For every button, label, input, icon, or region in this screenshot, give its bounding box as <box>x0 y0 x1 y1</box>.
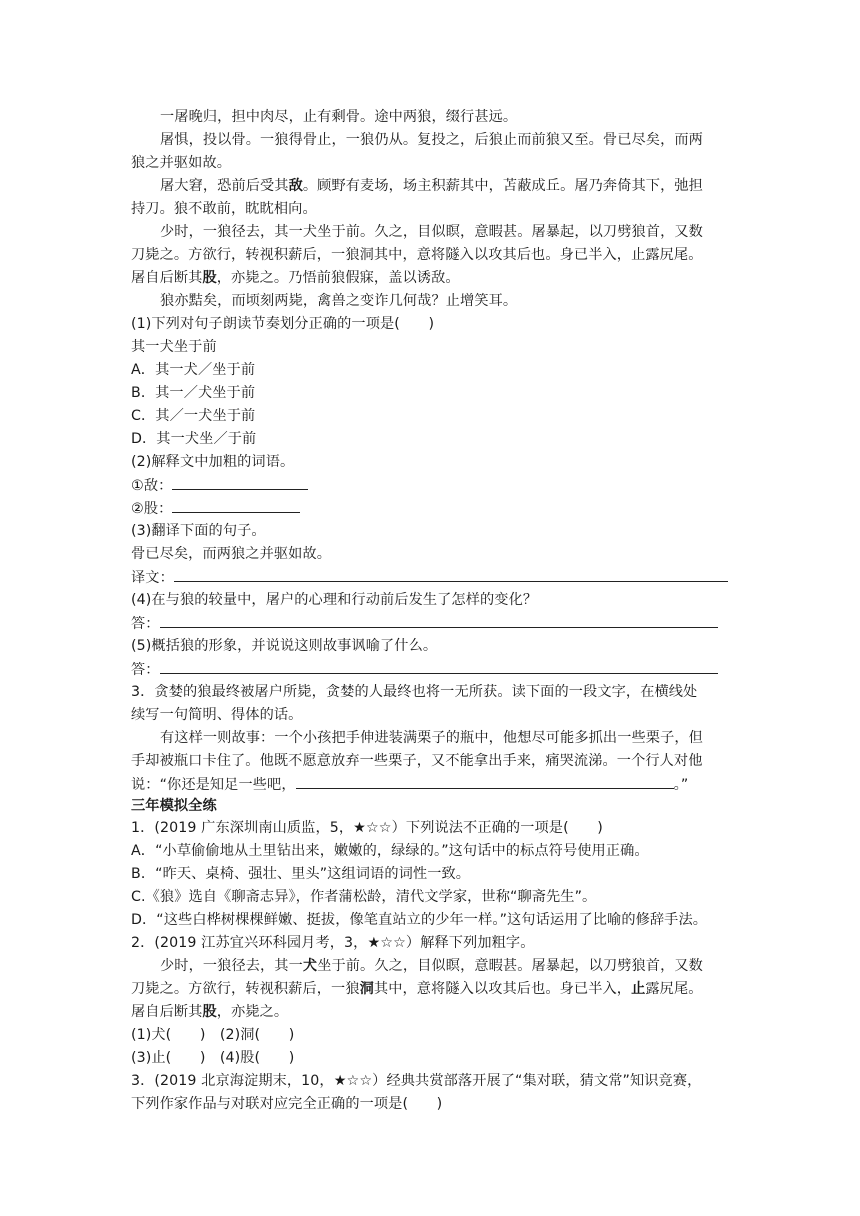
passage-paragraph-5: 狼亦黠矣，而顷刻两毙，禽兽之变诈几何哉？止增笑耳。 <box>160 293 518 309</box>
question-2-item-1: ①敌： <box>131 475 308 496</box>
question-3-stem: (3)翻译下面的句子。 <box>131 523 266 539</box>
mock-2-answers-row-1: (1)犬( ) (2)洞( ) <box>131 1027 295 1043</box>
mock-1-option-a: A．“小草偷偷地从土里钻出来，嫩嫩的，绿绿的。”这句话中的标点符号使用正确。 <box>131 843 649 859</box>
question-1-sentence: 其一犬坐于前 <box>131 339 217 355</box>
passage-paragraph-4: 少时，一狼径去，其一犬坐于前。久之，目似瞑，意暇甚。屠暴起，以刀劈狼首，又数 <box>160 224 703 240</box>
answer-blank[interactable] <box>296 774 674 789</box>
question-6-story-2: 手却被瓶口卡住了。他既不愿意放弃一些栗子，又不能拿出手来，痛哭流涕。一个行人对他 <box>131 753 703 769</box>
question-5-stem: (5)概括狼的形象，并说说这则故事讽喻了什么。 <box>131 638 438 654</box>
question-5-answer: 答： <box>131 659 718 680</box>
bold-word-gu: 股 <box>202 270 217 286</box>
question-4-answer: 答： <box>131 613 718 634</box>
question-6-story-3: 说：“你还是知足一些吧， 。” <box>131 774 688 795</box>
mock-1-stem: 1．(2019 广东深圳南山质监，5，★☆☆）下列说法不正确的一项是( ) <box>131 820 603 836</box>
bold-word-dong: 洞 <box>359 981 374 997</box>
passage-paragraph-2-cont: 狼之并驱如故。 <box>131 155 232 171</box>
bold-word-zhi: 止 <box>631 981 646 997</box>
question-1-stem: (1)下列对句子朗读节奏划分正确的一项是( ) <box>131 316 435 332</box>
passage-paragraph-1: 一屠晚归，担中肉尽，止有剩骨。途中两狼，缀行甚远。 <box>160 109 518 125</box>
answer-blank[interactable] <box>160 659 718 674</box>
mock-1-option-b: B．“昨天、桌椅、强壮、里头”这组词语的词性一致。 <box>131 866 471 882</box>
question-2-item-2: ②股： <box>131 498 300 519</box>
mock-2-passage-2: 刀毙之。方欲行，转视积薪后，一狼洞其中，意将隧入以攻其后也。身已半入，止露尻尾。 <box>131 981 703 997</box>
mock-2-passage-3: 屠自后断其股，亦毙之。 <box>131 1004 289 1020</box>
question-6-story-1: 有这样一则故事：一个小孩把手伸进装满栗子的瓶中，他想尽可能多抓出一些栗子，但 <box>160 730 703 746</box>
mock-2-answers-row-2: (3)止( ) (4)股( ) <box>131 1050 295 1066</box>
question-6-line-1: 3．贪婪的狼最终被屠户所毙，贪婪的人最终也将一无所获。读下面的一段文字，在横线处 <box>131 684 698 700</box>
answer-blank[interactable] <box>160 613 718 628</box>
question-1-option-b: B．其一／犬坐于前 <box>131 385 256 401</box>
passage-paragraph-4-end: 屠自后断其股，亦毙之。乃悟前狼假寐，盖以诱敌。 <box>131 270 460 286</box>
passage-paragraph-3: 屠大窘，恐前后受其敌。顾野有麦场，场主积薪其中，苫蔽成丘。屠乃奔倚其下，弛担 <box>160 178 703 194</box>
bold-word-quan: 犬 <box>302 958 318 974</box>
bold-word-di: 敌 <box>288 178 303 194</box>
question-2-stem: (2)解释文中加粗的词语。 <box>131 454 295 470</box>
answer-blank[interactable] <box>172 498 300 513</box>
question-1-option-d: D．其一犬坐／于前 <box>131 431 257 447</box>
answer-blank[interactable] <box>174 567 728 582</box>
mock-1-option-d: D．“这些白桦树棵棵鲜嫩、挺拔，像笔直站立的少年一样。”这句话运用了比喻的修辞手法。 <box>131 912 708 928</box>
question-1-option-c: C．其／一犬坐于前 <box>131 408 256 424</box>
mock-3-line-1: 3．(2019 北京海淀期末，10，★☆☆）经典共赏部落开展了“集对联，猜文常”知识竞赛， <box>131 1073 702 1089</box>
answer-blank[interactable] <box>172 475 308 490</box>
bold-word-gu-2: 股 <box>202 1004 217 1020</box>
mock-2-passage-1: 少时，一狼径去，其一犬坐于前。久之，目似瞑，意暇甚。屠暴起，以刀劈狼首，又数 <box>160 958 703 974</box>
mock-3-line-2: 下列作家作品与对联对应完全正确的一项是( ) <box>131 1096 443 1112</box>
passage-paragraph-2: 屠惧，投以骨。一狼得骨止，一狼仍从。复投之，后狼止而前狼又至。骨已尽矣，而两 <box>160 132 703 148</box>
question-6-line-2: 续写一句简明、得体的话。 <box>131 707 303 723</box>
question-1-option-a: A．其一犬／坐于前 <box>131 362 256 378</box>
passage-paragraph-4-cont: 刀毙之。方欲行，转视积薪后，一狼洞其中，意将隧入以攻其后也。身已半入，止露尻尾。 <box>131 247 703 263</box>
question-3-sentence: 骨已尽矣，而两狼之并驱如故。 <box>131 546 332 562</box>
passage-paragraph-3-cont: 持刀。狼不敢前，眈眈相向。 <box>131 201 317 217</box>
question-4-stem: (4)在与狼的较量中，屠户的心理和行动前后发生了怎样的变化？ <box>131 592 538 608</box>
question-3-answer: 译文： <box>131 567 728 588</box>
mock-1-option-c: C.《狼》选自《聊斋志异》，作者蒲松龄，清代文学家，世称“聊斋先生”。 <box>131 889 597 905</box>
section-title: 三年模拟全练 <box>131 798 217 814</box>
mock-2-stem: 2．(2019 江苏宜兴环科园月考，3，★☆☆）解释下列加粗字。 <box>131 935 535 951</box>
